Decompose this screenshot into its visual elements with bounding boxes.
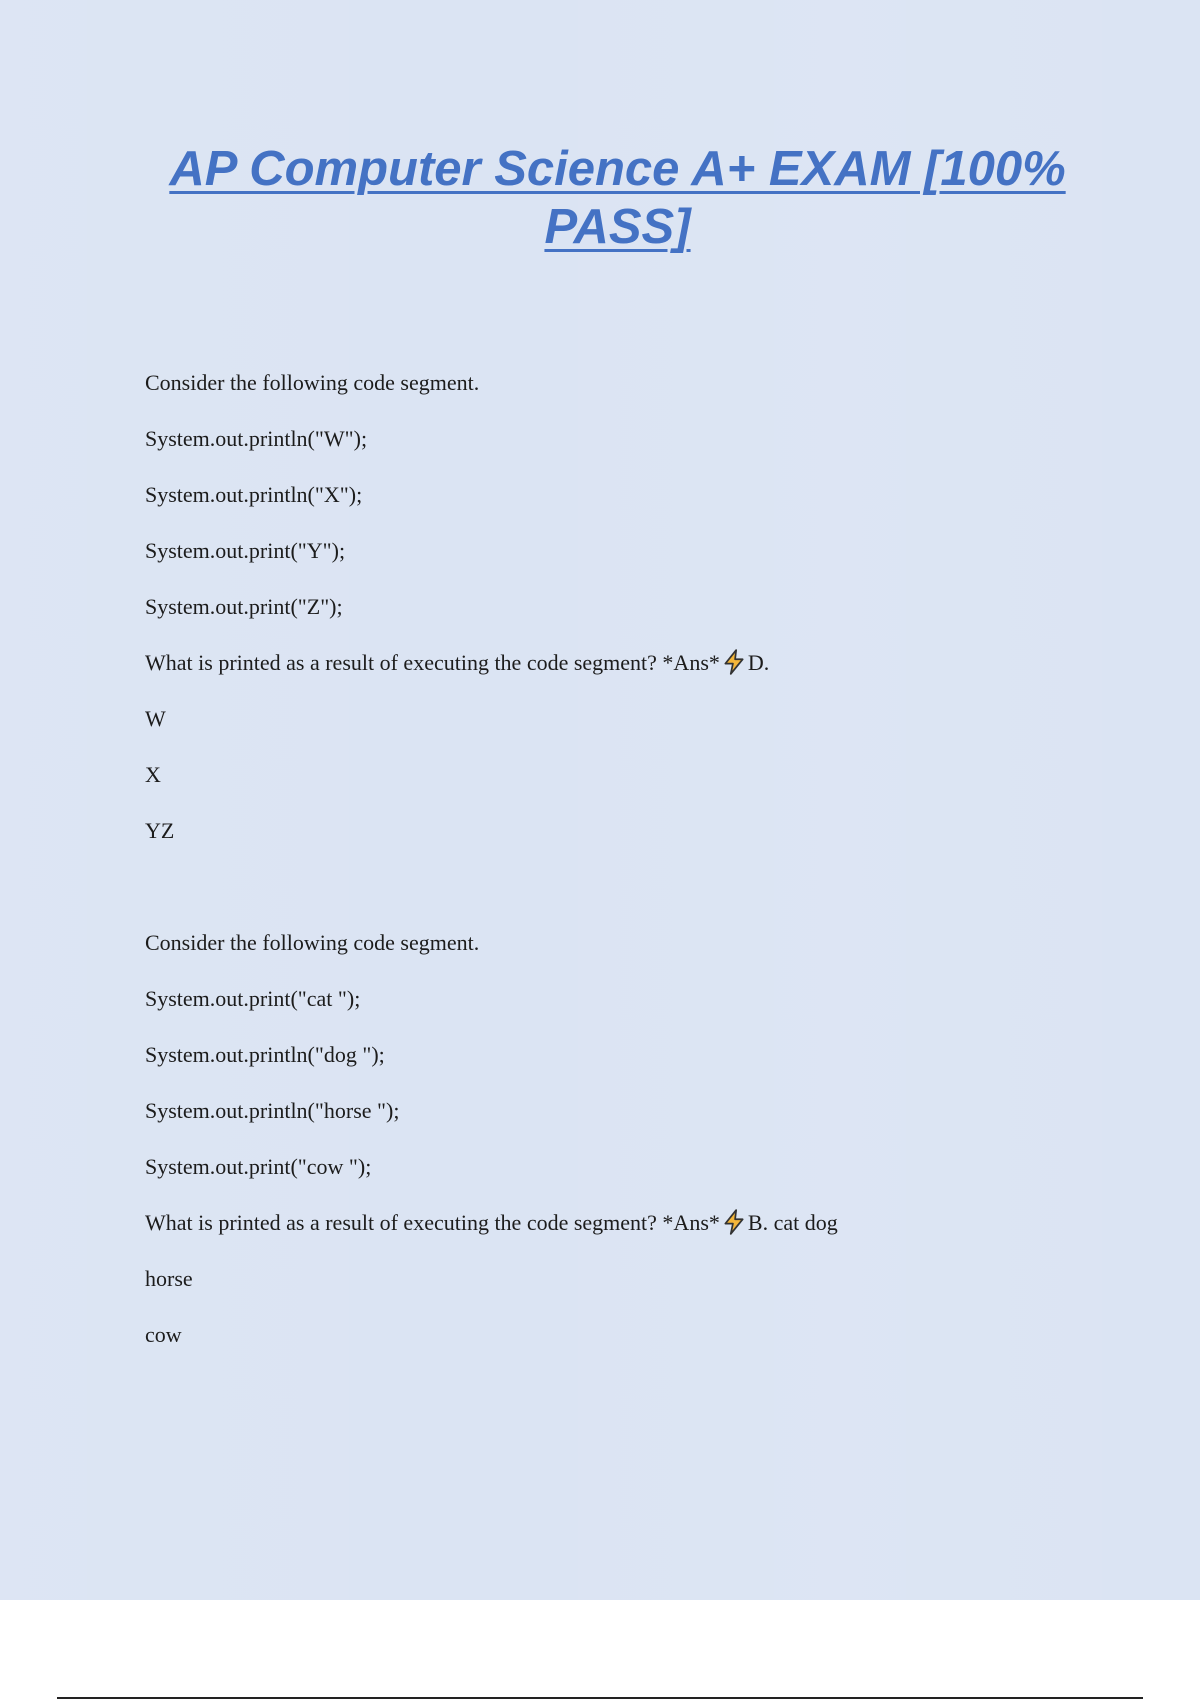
code-line: System.out.print("cow "); [145,1154,372,1179]
question-intro: Consider the following code segment. [145,370,480,395]
answer-choice: D. [747,650,770,675]
code-line: System.out.print("Z"); [145,594,343,619]
lightning-bolt-icon [721,1209,747,1235]
question-1 [145,362,1145,866]
answer-line: X [145,762,161,787]
code-line: System.out.print("Y"); [145,538,346,563]
answer-line: horse [145,1266,193,1291]
code-line: System.out.println("dog "); [145,1042,385,1067]
question-prompt: What is printed as a result of executing the code segment? *Ans* [145,1210,720,1235]
document-title: AP Computer Science A+ EXAM [100% PASS] [169,142,1066,254]
question-prompt: What is printed as a result of executing the code segment? *Ans* [145,650,720,675]
question-prompt-line [145,642,1145,698]
question-2 [145,922,1145,1370]
answer-line: W [145,706,166,731]
document-body [145,362,1145,1370]
answer-choice: B. cat dog [747,1210,838,1235]
code-line: System.out.println("X"); [145,482,363,507]
question-intro: Consider the following code segment. [145,930,480,955]
lightning-bolt-icon [721,649,747,675]
code-line: System.out.print("cat "); [145,986,361,1011]
footer-divider [57,1697,1143,1699]
question-prompt-line [145,1202,1145,1258]
spacer [145,866,1145,922]
code-line: System.out.println("horse "); [145,1098,400,1123]
answer-line: YZ [145,818,175,843]
answer-line: cow [145,1322,182,1347]
code-line: System.out.println("W"); [145,426,368,451]
